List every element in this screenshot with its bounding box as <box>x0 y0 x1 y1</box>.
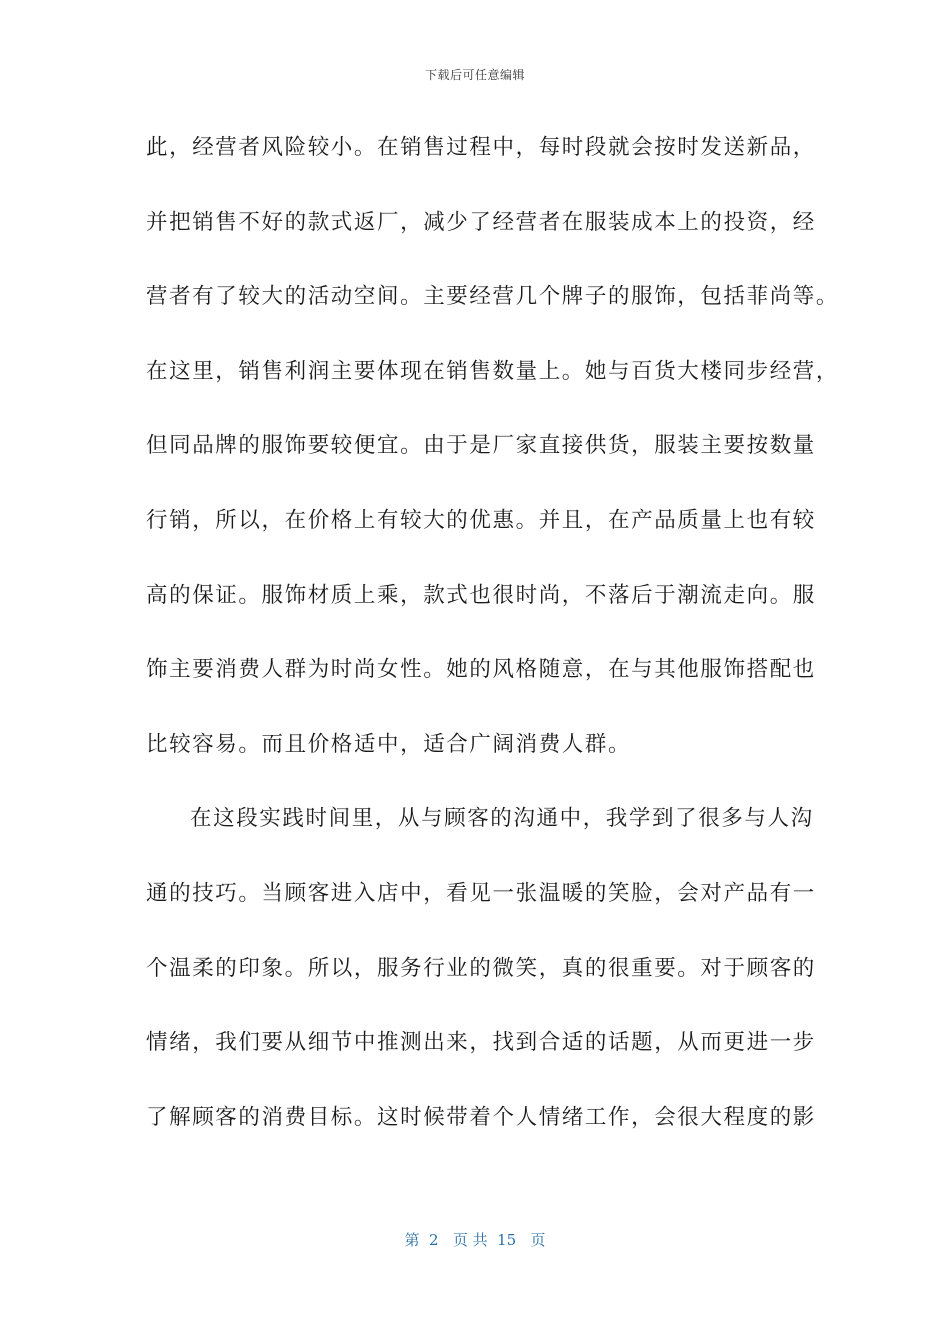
text-line: 个温柔的印象。所以，服务行业的微笑，真的很重要。对于顾客的 <box>146 955 816 981</box>
text-line: 饰主要消费人群为时尚女性。她的风格随意，在与其他服饰搭配也 <box>146 657 816 683</box>
text-line: 通的技巧。当顾客进入店中，看见一张温暖的笑脸，会对产品有一 <box>146 880 816 906</box>
text-line: 并把销售不好的款式返厂，减少了经营者在服装成本上的投资，经 <box>146 209 816 235</box>
text-line: 营者有了较大的活动空间。主要经营几个牌子的服饰，包括菲尚等。 <box>146 284 840 310</box>
text-line: 但同品牌的服饰要较便宜。由于是厂家直接供货，服装主要按数量 <box>146 433 816 459</box>
text-line: 此，经营者风险较小。在销售过程中，每时段就会按时发送新品， <box>146 135 816 160</box>
text-line: 情绪，我们要从细节中推测出来，找到合适的话题，从而更进一步 <box>146 1030 816 1056</box>
paragraph-first-line: 在这段实践时间里，从与顾客的沟通中，我学到了很多与人沟 <box>190 806 814 832</box>
document-body <box>146 128 840 1172</box>
text-line: 行销，所以，在价格上有较大的优惠。并且，在产品质量上也有较 <box>146 507 816 533</box>
text-line: 比较容易。而且价格适中，适合广阔消费人群。 <box>146 731 632 757</box>
text-line: 了解顾客的消费目标。这时候带着个人情绪工作，会很大程度的影 <box>146 1104 816 1130</box>
page-number-footer: 第 2 页 共 15 页 <box>404 1231 546 1249</box>
text-line: 高的保证。服饰材质上乘，款式也很时尚，不落后于潮流走向。服 <box>146 582 816 608</box>
page-header: 下载后可任意编辑 <box>424 68 525 82</box>
text-line: 在这里，销售利润主要体现在销售数量上。她与百货大楼同步经营， <box>146 358 840 384</box>
